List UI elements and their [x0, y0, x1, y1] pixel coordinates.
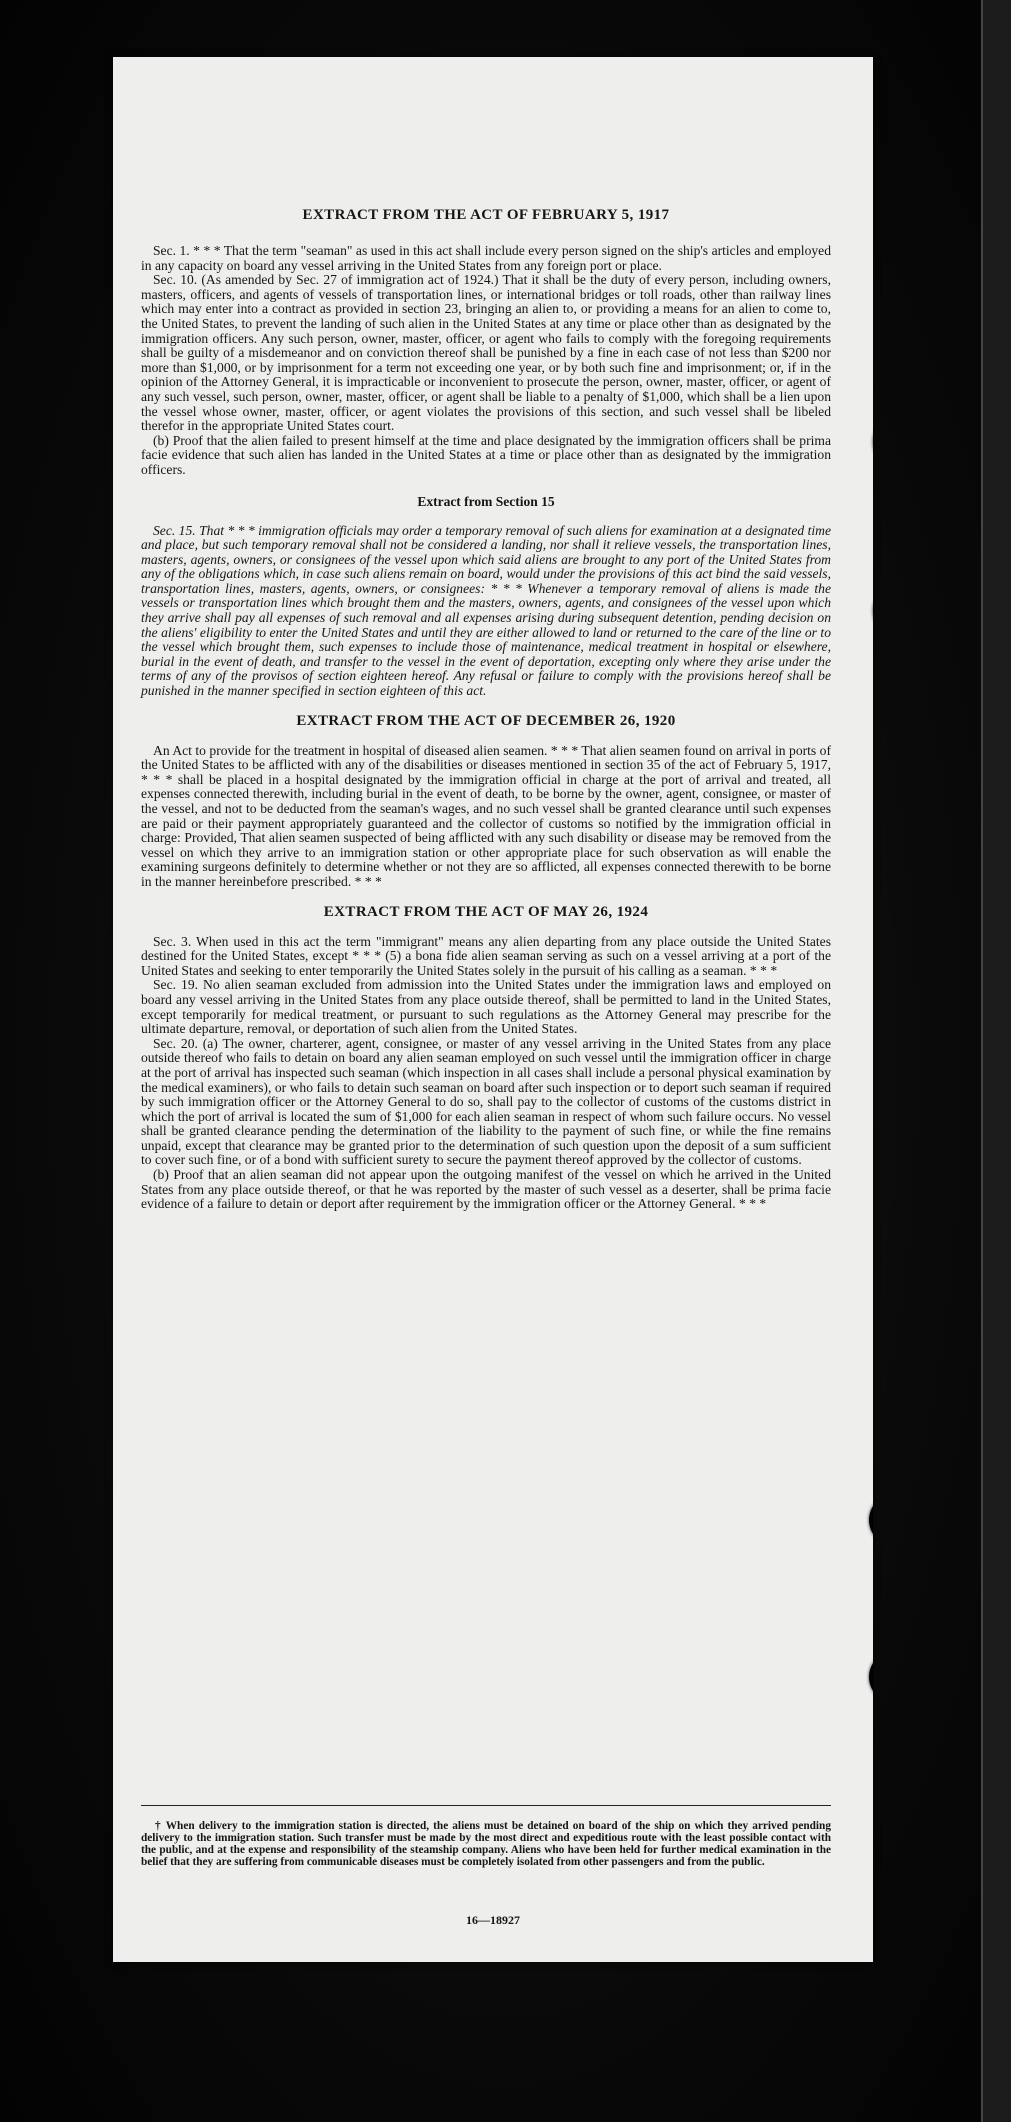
section-title-section-15: Extract from Section 15: [417, 493, 555, 509]
punch-hole: [869, 1494, 873, 1546]
document-body: [141, 207, 831, 1212]
section-title-act-dec-1920: EXTRACT FROM THE ACT OF DECEMBER 26, 1920: [296, 712, 676, 729]
spacer: [141, 921, 831, 935]
spacer: [141, 699, 831, 713]
footnote: † When delivery to the immigration station is directed, the aliens must be detained on board of the ship on which they arrived pending delivery to the immigration station. Such transfer must be made by the most direct and expeditious route with the least possible contact with the public, and at the expense and responsibility of the steamship company. Aliens who have been held for further medical examination in the belief that they are suffering from communicable diseases must be completely isolated from other passengers and from the public.: [141, 1820, 831, 1868]
paragraph-act-1920: An Act to provide for the treatment in hospital of diseased alien seamen. * * * That alien seamen found on arrival in ports of the United States to be afflicted with any of the disabilities or diseases mentioned in section 35 of the act of February 5, 1917, * * * shall be placed in a hospital designated by the immigration official in charge at the port of arrival and treated, all expenses connected therewith, including burial in the event of death, to be borne by the owner, agent, consignee, or master of the vessel, and not to be deducted from the seaman's wages, and no such vessel shall be granted clearance until such expenses are paid or their payment appropriately guaranteed and the collector of customs so notified by the immigration official in charge: Provided, That alien seamen suspected of being afflicted with any such disability or disease may be removed from the vessel on which they arrive to an immigration station or other appropriate place for such observation as will enable the examining surgeons definitely to determine whether or not they are so afflicted, all expenses connected therewith to be borne in the manner hereinbefore prescribed. * * *: [141, 742, 831, 889]
spacer: [141, 730, 831, 744]
paragraph-sec-1: Sec. 1. * * * That the term "seaman" as used in this act shall include every person signed on the ship's articles and employed in any capacity on board any vessel arriving in the United States from any foreign port or place.: [141, 243, 831, 273]
paragraph-sec-19: Sec. 19. No alien seaman excluded from admission into the United States under the immigration laws and employed on board any vessel arriving in the United States from any place outside thereof, shall be permitted to land in the United States, except temporarily for medical treatment, or pursuant to such regulations as the Attorney General may prescribe for the ultimate departure, removal, or deportation of such alien from the United States.: [141, 977, 831, 1037]
paragraph-sec-15: Sec. 15. That * * * immigration officials may order a temporary removal of such aliens for examination at a designated time and place, but such temporary removal shall not be considered a landing, nor shall it relieve vessels, the transportation lines, masters, agents, owners, or consignees of the vessel upon which said aliens are brought to any port of the United States from any of the obligations which, in case such aliens remain on board, would under the provisions of this act bind the said vessels, transportation lines, masters, agents, owners, or consignees: * * * Whenever a temporary removal of aliens is made the vessels or transportation lines which brought them and the masters, owners, agents, and consignees of the vessel upon which they arrive shall pay all expenses of such removal and all expenses arising during subsequent detention, pending decision on the aliens' eligibility to enter the United States and until they are either allowed to land or returned to the care of the line or to the vessel which brought them, such expenses to include those of maintenance, medical treatment in hospital or elsewhere, burial in the event of death, and transfer to the vessel in the event of deportation, excepting only where they arise under the terms of any of the provisos of section eighteen hereof. Any refusal or failure to comply with the provisions hereof shall be punished in the manner specified in section eighteen of this act.: [141, 522, 831, 699]
section-title-act-feb-1917: EXTRACT FROM THE ACT OF FEBRUARY 5, 1917: [302, 207, 670, 223]
paragraph-sec-20-b: (b) Proof that an alien seaman did not appear upon the outgoing manifest of the vessel on which he arrived in the United States from any place outside thereof, or that he was reported by the master of such vessel as a deserter, shall be prima facie evidence of a failure to detain or deport after requirement by the immigration officer or the Attorney General. * * *: [141, 1167, 831, 1212]
document-page: [113, 57, 873, 1962]
scanner-edge-strip: [981, 0, 1011, 2122]
spacer: [141, 478, 831, 494]
spacer: [141, 510, 831, 524]
section-title-act-may-1924: EXTRACT FROM THE ACT OF MAY 26, 1924: [323, 903, 649, 920]
punch-hole: [869, 1651, 873, 1703]
paragraph-sec-20-a: Sec. 20. (a) The owner, charterer, agent, consignee, or master of any vessel arriving in the United States from any place outside thereof who fails to detain on board any alien seaman employed on such vessel until the immigration officer in charge at the port of arrival has inspected such seaman (which inspection in all cases shall include a personal physical examination by the medical examiners), or who fails to detain such seaman on board after such inspection or to deport such seaman if required by such immigration officer or the Attorney General to do so, shall pay to the collector of customs of the customs district in which the port of arrival is located the sum of $1,000 for each alien seaman in respect of whom such failure occurs. No vessel shall be granted clearance pending the determination of the liability to the payment of such fine, or while the fine remains unpaid, except that clearance may be granted prior to the determination of such question upon the deposit of a sum sufficient to cover such fine, or of a bond with sufficient surety to secure the payment thereof approved by the collector of customs.: [141, 1035, 831, 1168]
spacer: [141, 890, 831, 904]
footnote-divider: [141, 1805, 831, 1806]
paragraph-sec-3: Sec. 3. When used in this act the term "immigrant" means any alien departing from any place outside the United States destined for the United States, except * * * (5) a bona fide alien seaman serving as such on a vessel arriving at a port of the United States and seeking to enter temporarily the United States solely in the pursuit of his calling as a seaman. * * *: [141, 933, 831, 978]
document-number: 16—18927: [466, 1913, 520, 1927]
paragraph-sec-10: Sec. 10. (As amended by Sec. 27 of immigration act of 1924.) That it shall be the duty of every person, including owners, masters, officers, and agents of vessels of transportation lines, or international bridges or toll roads, other than railway lines which may enter into a contract as provided in section 23, bringing an alien to, or providing a means for an alien to come to, the United States, to prevent the landing of such alien in the United States at any time or place other than as designated by the immigration officers. Any such person, owner, master, officer, or agent who fails to comply with the foregoing requirements shall be guilty of a misdemeanor and on conviction thereof shall be punished by a fine in each case of not less than $200 nor more than $1,000, or by imprisonment for a term not exceeding one year, or by both such fine and imprisonment; or, if in the opinion of the Attorney General, it is impracticable or inconvenient to prosecute the person, owner, master, officer, or agent of any such vessel, such person, owner, master, officer, or agent shall be liable to a penalty of $1,000, which shall be a lien upon the vessel whose owner, master, officer, or agent violates the provisions of this section, and such vessel shall be libeled therefor in the appropriate United States court.: [141, 272, 831, 434]
paragraph-sec-10-b: (b) Proof that the alien failed to present himself at the time and place designated by the immigration officers shall be prima facie evidence that such alien has landed in the United States at a time or place other than as designated by the immigration officers.: [141, 432, 831, 477]
